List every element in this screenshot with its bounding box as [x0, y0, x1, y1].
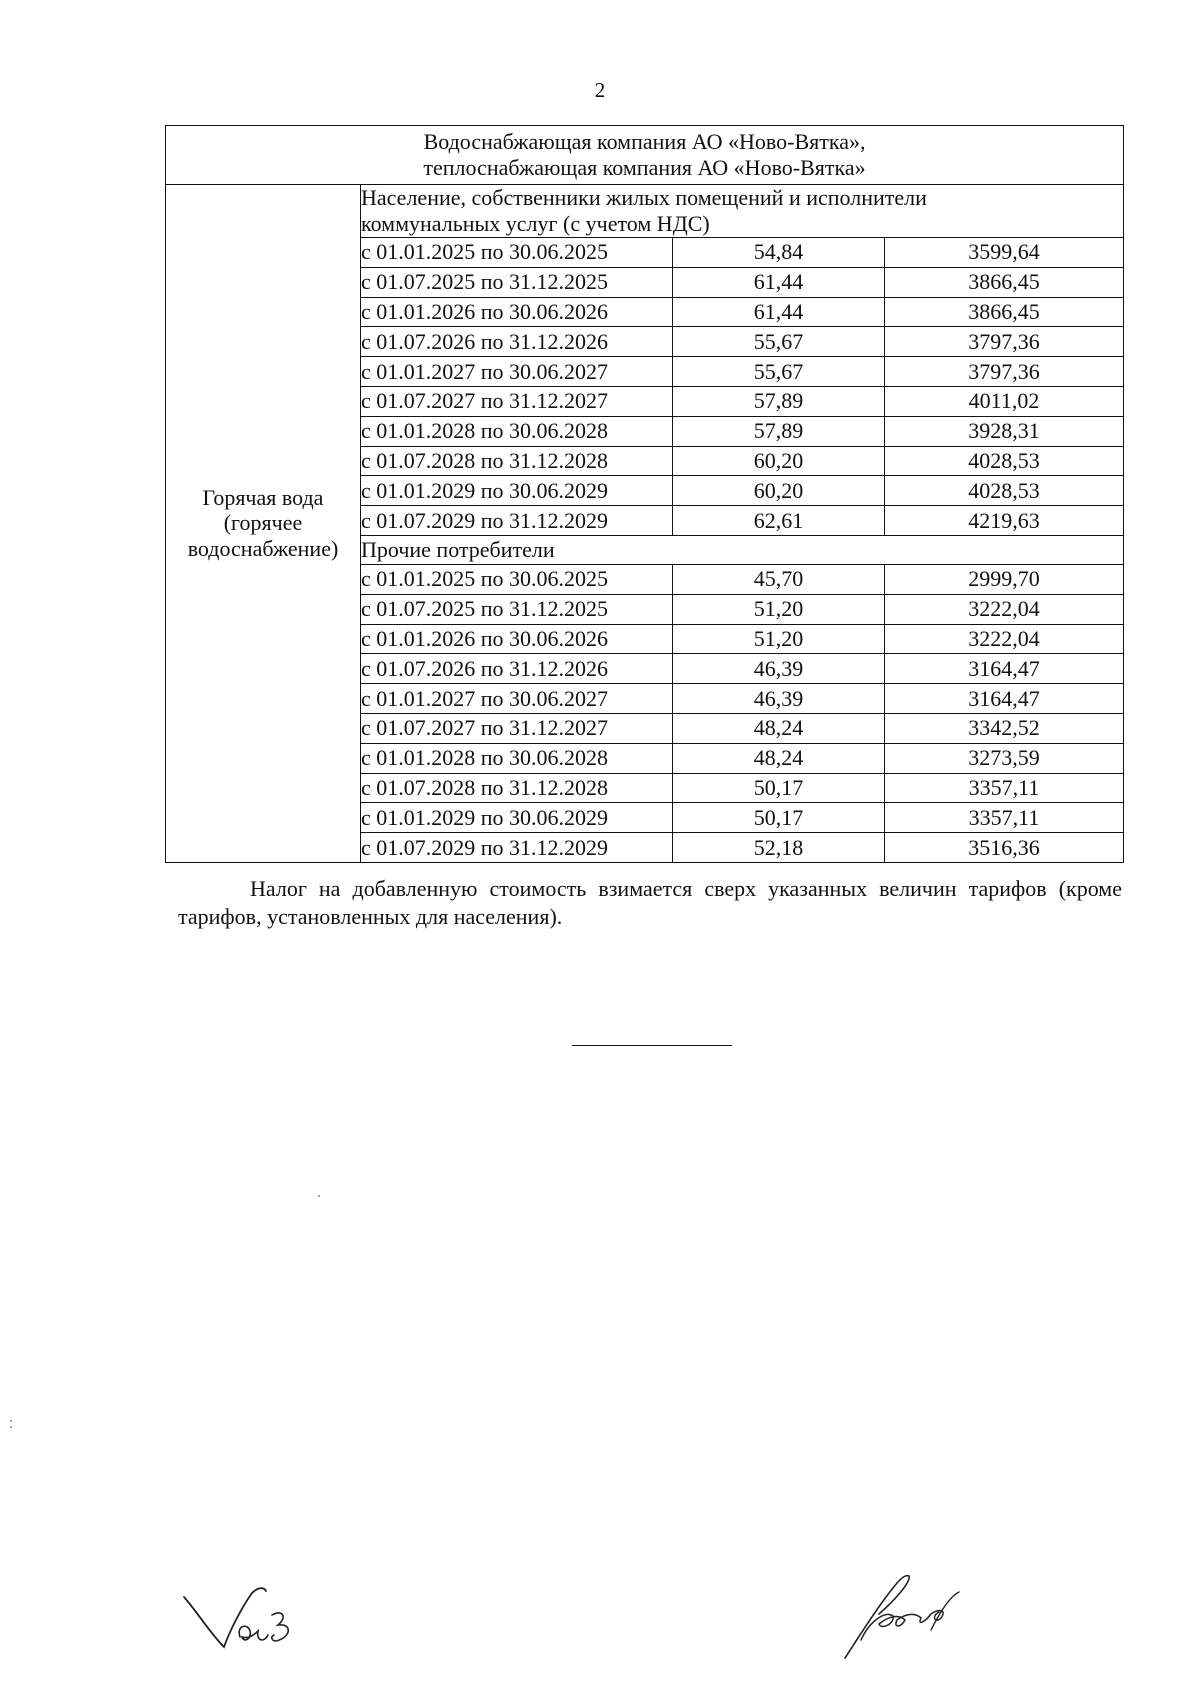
- tariff-value-cell: 3797,36: [885, 327, 1124, 357]
- tariff-value-cell: 55,67: [673, 327, 885, 357]
- period-cell: с 01.01.2028 по 30.06.2028: [361, 743, 673, 773]
- tariff-value-cell: 55,67: [673, 357, 885, 387]
- period-cell: с 01.07.2025 по 31.12.2025: [361, 267, 673, 297]
- tariff-table: [165, 125, 1124, 863]
- tariff-value-cell: 57,89: [673, 416, 885, 446]
- consumer-group-label-line-2: коммунальных услуг (с учетом НДС): [361, 211, 710, 236]
- tariff-value-cell: 4011,02: [885, 386, 1124, 416]
- period-cell: с 01.01.2029 по 30.06.2029: [361, 803, 673, 833]
- tariff-value-cell: 46,39: [673, 654, 885, 684]
- period-cell: с 01.07.2028 по 31.12.2028: [361, 773, 673, 803]
- period-cell: с 01.07.2027 по 31.12.2027: [361, 386, 673, 416]
- period-cell: с 01.07.2029 по 31.12.2029: [361, 506, 673, 536]
- period-cell: с 01.01.2027 по 30.06.2027: [361, 357, 673, 387]
- tariff-value-cell: 2999,70: [885, 564, 1124, 594]
- period-cell: с 01.01.2028 по 30.06.2028: [361, 416, 673, 446]
- period-cell: с 01.01.2026 по 30.06.2026: [361, 297, 673, 327]
- company-name-line-1: Водоснабжающая компания АО «Ново-Вятка»,: [423, 129, 866, 155]
- tariff-value-cell: 45,70: [673, 564, 885, 594]
- period-cell: с 01.01.2027 по 30.06.2027: [361, 684, 673, 714]
- consumer-group-label: [361, 535, 1124, 564]
- period-cell: с 01.07.2025 по 31.12.2025: [361, 594, 673, 624]
- service-name-line-1: Горячая вода: [202, 484, 324, 510]
- tariff-value-cell: 52,18: [673, 833, 885, 863]
- tariff-value-cell: 48,24: [673, 713, 885, 743]
- tariff-value-cell: 4028,53: [885, 476, 1124, 506]
- tariff-value-cell: 3222,04: [885, 594, 1124, 624]
- scan-speck: [318, 1195, 320, 1197]
- service-cell: [166, 185, 361, 863]
- tariff-value-cell: 48,24: [673, 743, 885, 773]
- period-cell: с 01.07.2028 по 31.12.2028: [361, 446, 673, 476]
- consumer-group-label-line-1: Население, собственники жилых помещений и исполнители: [361, 185, 927, 211]
- period-cell: с 01.01.2026 по 30.06.2026: [361, 624, 673, 654]
- tariff-value-cell: 3164,47: [885, 684, 1124, 714]
- period-cell: с 01.01.2025 по 30.06.2025: [361, 238, 673, 268]
- tariff-value-cell: 51,20: [673, 624, 885, 654]
- tariff-value-cell: 46,39: [673, 684, 885, 714]
- signature-right: [835, 1570, 985, 1665]
- signature-left: [180, 1585, 320, 1655]
- vat-footnote: Налог на добавленную стоимость взимается сверх указанных величин тарифов (кроме тарифов, установленных для населения).: [178, 876, 1122, 929]
- consumer-group-label-line-1: Прочие потребители: [361, 536, 555, 562]
- tariff-value-cell: 3866,45: [885, 267, 1124, 297]
- tariff-value-cell: 3928,31: [885, 416, 1124, 446]
- tariff-value-cell: 51,20: [673, 594, 885, 624]
- period-cell: с 01.07.2027 по 31.12.2027: [361, 713, 673, 743]
- company-name-line-2: теплоснабжающая компания АО «Ново-Вятка»: [423, 155, 866, 180]
- period-cell: с 01.07.2026 по 31.12.2026: [361, 327, 673, 357]
- tariff-value-cell: 57,89: [673, 386, 885, 416]
- tariff-value-cell: 3516,36: [885, 833, 1124, 863]
- period-cell: с 01.01.2025 по 30.06.2025: [361, 564, 673, 594]
- tariff-value-cell: 62,61: [673, 506, 885, 536]
- company-header-cell: [166, 126, 1124, 185]
- tariff-value-cell: 3222,04: [885, 624, 1124, 654]
- end-rule: [572, 1045, 732, 1046]
- tariff-value-cell: 3357,11: [885, 803, 1124, 833]
- tariff-value-cell: 61,44: [673, 297, 885, 327]
- scan-speck: [10, 1420, 12, 1422]
- period-cell: с 01.01.2029 по 30.06.2029: [361, 476, 673, 506]
- service-name-line-3: водоснабжение): [187, 536, 339, 562]
- tariff-value-cell: 3866,45: [885, 297, 1124, 327]
- tariff-value-cell: 4028,53: [885, 446, 1124, 476]
- service-name-line-2: (горячее: [223, 510, 303, 536]
- tariff-value-cell: 3164,47: [885, 654, 1124, 684]
- scan-speck: [10, 1426, 12, 1428]
- consumer-group-row: [166, 185, 1124, 238]
- tariff-value-cell: 3357,11: [885, 773, 1124, 803]
- period-cell: с 01.07.2026 по 31.12.2026: [361, 654, 673, 684]
- tariff-value-cell: 3273,59: [885, 743, 1124, 773]
- page-number: 2: [594, 78, 606, 102]
- tariff-value-cell: 60,20: [673, 446, 885, 476]
- tariff-value-cell: 61,44: [673, 267, 885, 297]
- tariff-value-cell: 50,17: [673, 773, 885, 803]
- tariff-value-cell: 3599,64: [885, 238, 1124, 268]
- tariff-value-cell: 54,84: [673, 238, 885, 268]
- company-header-row: [166, 126, 1124, 185]
- consumer-group-label: [361, 185, 1124, 238]
- tariff-value-cell: 4219,63: [885, 506, 1124, 536]
- tariff-value-cell: 50,17: [673, 803, 885, 833]
- period-cell: с 01.07.2029 по 31.12.2029: [361, 833, 673, 863]
- tariff-value-cell: 3797,36: [885, 357, 1124, 387]
- tariff-value-cell: 60,20: [673, 476, 885, 506]
- tariff-value-cell: 3342,52: [885, 713, 1124, 743]
